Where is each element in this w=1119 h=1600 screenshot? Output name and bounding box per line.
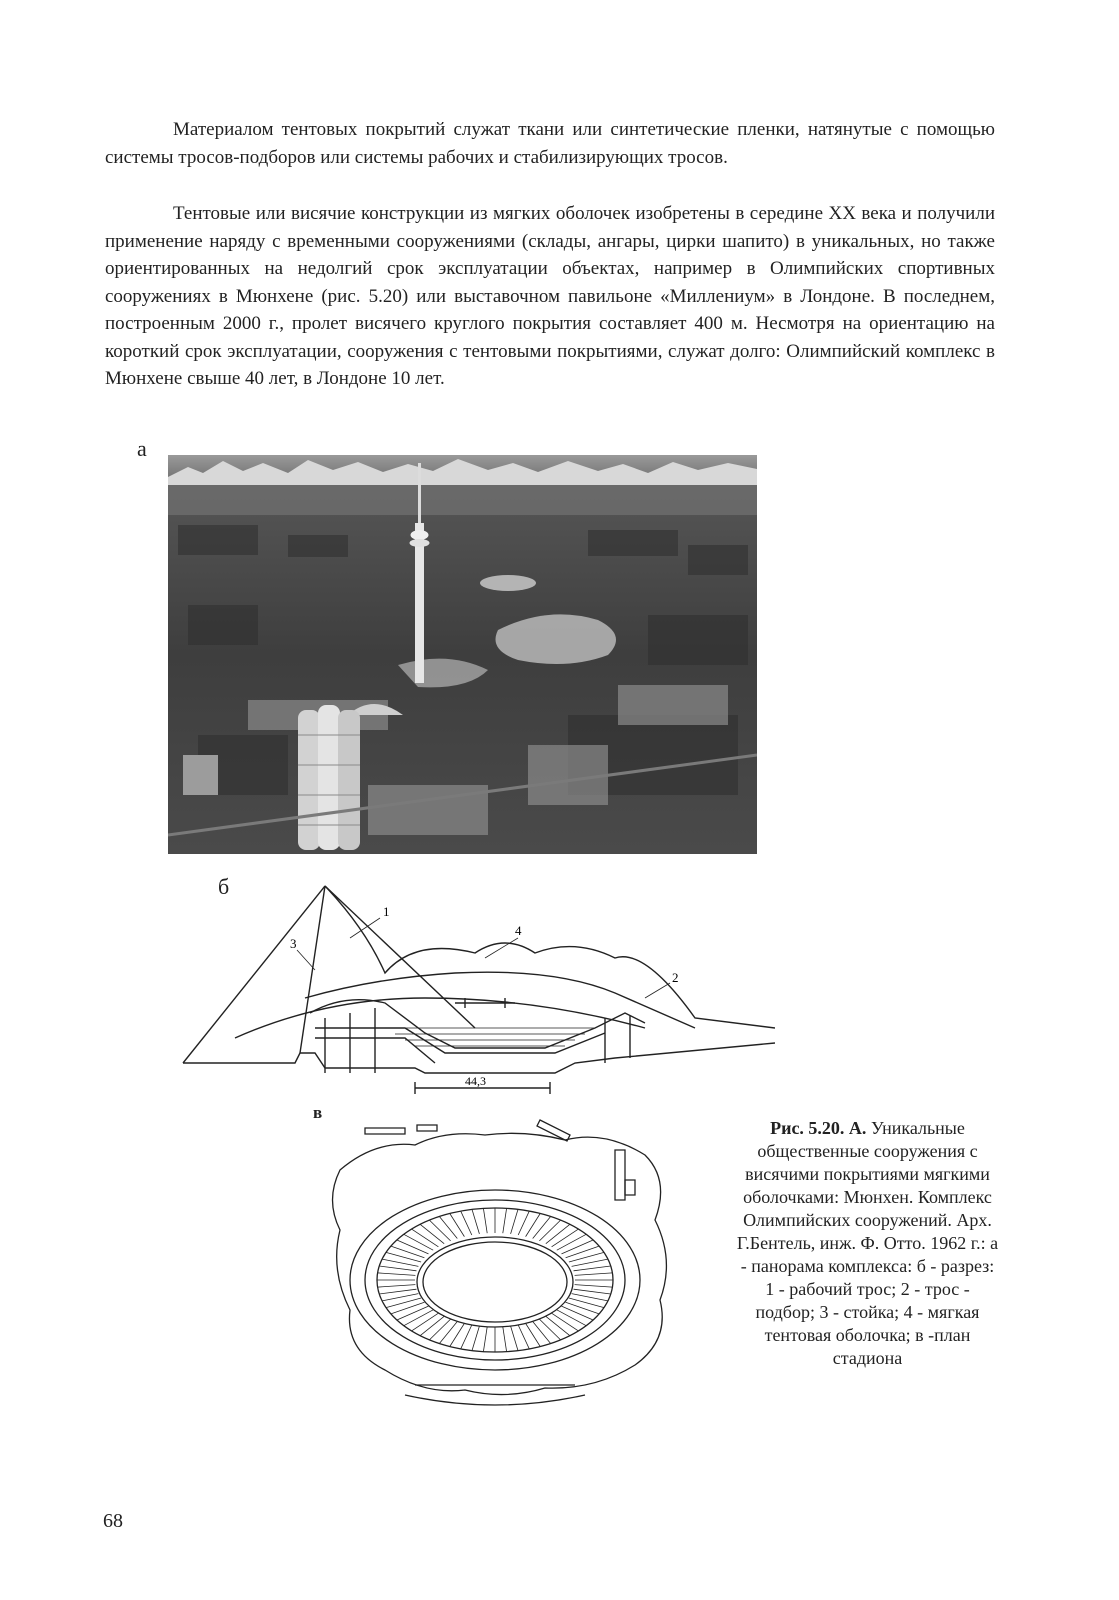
stand-division-line xyxy=(546,1316,570,1335)
stand-division-line xyxy=(420,1316,444,1335)
panorama-photo xyxy=(168,455,757,854)
stand-division-line xyxy=(572,1259,608,1266)
callout-4: 4 xyxy=(515,923,522,938)
stand-division-line xyxy=(382,1294,418,1301)
stand-division-line xyxy=(518,1325,529,1349)
stand-division-line xyxy=(472,1326,479,1351)
stand-division-line xyxy=(461,1211,472,1235)
stand-division-line xyxy=(574,1289,611,1294)
stand-division-line xyxy=(461,1325,472,1349)
stand-division-line xyxy=(397,1306,429,1320)
stand-division-line xyxy=(412,1313,439,1331)
stand-division-line xyxy=(526,1323,541,1346)
stand-division-line xyxy=(439,1217,457,1239)
stand-division-line xyxy=(429,1319,450,1340)
stand-division-line xyxy=(575,1285,613,1288)
stand-division-line xyxy=(379,1289,416,1294)
stand-division-line xyxy=(483,1208,487,1233)
stand-division-line xyxy=(483,1327,487,1352)
stand-division-line xyxy=(450,1214,465,1237)
stand-division-line xyxy=(574,1266,611,1271)
stand-division-line xyxy=(439,1322,457,1344)
callout-2: 2 xyxy=(672,970,679,985)
stand-division-line xyxy=(412,1229,439,1247)
stand-division-line xyxy=(391,1302,425,1314)
stand-division-line xyxy=(566,1246,600,1258)
page-number: 68 xyxy=(103,1510,123,1532)
figure-label-a: а xyxy=(137,436,147,461)
stand-division-line xyxy=(533,1322,551,1344)
stand-division-line xyxy=(566,1302,600,1314)
stand-divisions xyxy=(377,1208,613,1352)
caption-title: Рис. 5.20. А. xyxy=(770,1118,867,1138)
figure-caption xyxy=(735,1117,1000,1370)
figure-label-b: б xyxy=(218,874,230,899)
stand-division-line xyxy=(562,1306,594,1320)
stand-division-line xyxy=(533,1217,551,1239)
stand-division-line xyxy=(557,1310,586,1326)
paragraph-1: Материалом тентовых покрытий служат ткани или синтетические пленки, натянутые с помощью системы тросов-подборов или системы рабочих и стабилизирующих тросов. xyxy=(105,119,995,168)
stand-division-line xyxy=(546,1224,570,1243)
stand-division-line xyxy=(575,1273,613,1276)
figure-label-v: в xyxy=(313,1103,323,1122)
stand-division-line xyxy=(404,1234,433,1250)
stand-division-line xyxy=(503,1208,507,1233)
stand-division-line xyxy=(378,1285,416,1288)
stand-division-line xyxy=(552,1229,579,1247)
stand-division-line xyxy=(511,1209,518,1234)
stand-division-line xyxy=(562,1240,594,1254)
stand-division-line xyxy=(379,1266,416,1271)
callout-1: 1 xyxy=(383,904,390,919)
stand-division-line xyxy=(552,1313,579,1331)
stand-division-line xyxy=(391,1246,425,1258)
stand-division-line xyxy=(397,1240,429,1254)
panorama-image xyxy=(168,455,757,854)
stand-division-line xyxy=(511,1326,518,1351)
dimension-label: 44,3 xyxy=(465,1074,486,1088)
stand-division-line xyxy=(382,1259,418,1266)
paragraph-2: Тентовые или висячие конструкции из мягких оболочек изобретены в середине XX века и получили применение наряду с временными сооружениями (склады, ангары, цирки шапито) в уникальных, но также ориентированных на недолгий срок эксплуатации объектах, например в Олимпийских спортивных сооружениях в Мюнхене (рис. 5.20) или выставочном павильоне «Миллениум» в Лондоне. В последнем, построенным 2000 г., пролет висячего круглого покрытия составляет 400 м. Несмотря на ориентацию на короткий срок эксплуатации, сооружения с тентовыми покрытиями, служат долго: Олимпийский комплекс в Мюнхене свыше 40 лет, в Лондоне 10 лет. xyxy=(105,203,995,389)
stand-division-line xyxy=(518,1211,529,1235)
stand-division-line xyxy=(420,1224,444,1243)
stand-division-line xyxy=(539,1220,560,1241)
callout-3: 3 xyxy=(290,936,297,951)
stand-division-line xyxy=(572,1294,608,1301)
stand-division-line xyxy=(503,1327,507,1352)
stadium-plan-drawing xyxy=(325,1110,685,1420)
stand-division-line xyxy=(472,1209,479,1234)
stand-division-line xyxy=(539,1319,560,1340)
stand-division-line xyxy=(450,1323,465,1346)
stand-division-line xyxy=(378,1273,416,1276)
caption-text: Уникальные общественные сооружения с висячими покрытиями мягкими оболочками: Мюнхен. Комплекс Олимпийских сооружений. Арх. Г.Бентель, инж. Ф. Отто. 1962 г.: а - панорама комплекса: б - разрез: 1 - рабочий трос; 2 - трос - подбор; 3 - стойка; 4 - мягкая тентовая оболочка; в -план стадиона xyxy=(736,1118,999,1368)
stand-division-line xyxy=(404,1310,433,1326)
stand-division-line xyxy=(429,1220,450,1241)
stand-division-line xyxy=(557,1234,586,1250)
stand-division-line xyxy=(526,1214,541,1237)
stadium-cross-section-drawing xyxy=(175,878,775,1108)
